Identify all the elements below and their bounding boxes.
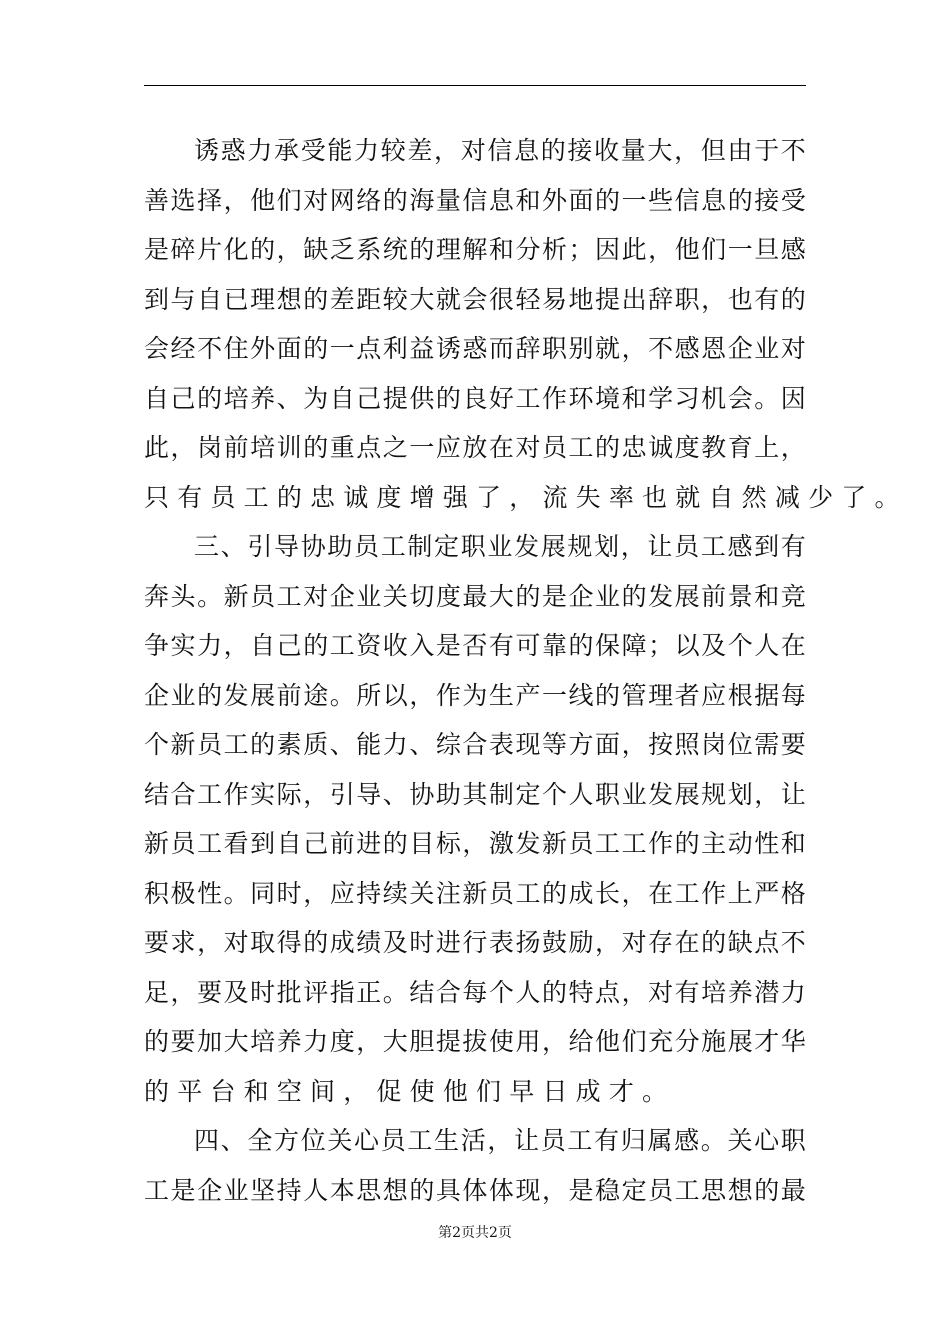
- text-line: 要 求 ， 对 取 得 的 成 绩 及 时 进 行 表 扬 鼓 励 ， 对 存 在 的 缺 点 不: [144, 928, 806, 957]
- text-line: 的 要 加 大 培 养 力 度 ， 大 胆 提 拔 使 用 ， 给 他 们 充 分 施 展 才 华: [144, 1027, 806, 1056]
- document-body: [144, 126, 900, 1215]
- text-line: 个 新 员 工 的 素 质 、 能 力 、 综 合 表 现 等 方 面 ， 按 照 岗 位 需 要: [144, 730, 806, 759]
- text-line: 的 平 台 和 空 间 ， 促 使 他 们 早 日 成 才 。: [144, 1076, 668, 1106]
- text-line: 是 碎 片 化 的 ， 缺 乏 系 统 的 理 解 和 分 析 ； 因 此 ， 他 们 一 旦 感: [144, 235, 806, 264]
- text-line: 三 、 引 导 协 助 员 工 制 定 职 业 发 展 规 划 ， 让 员 工 感 到 有: [194, 532, 806, 561]
- text-line: 会 经 不 住 外 面 的 一 点 利 益 诱 惑 而 辞 职 别 就 ， 不 感 恩 企 业 对: [144, 334, 806, 363]
- text-line: 企 业 的 发 展 前 途 。 所 以 ， 作 为 生 产 一 线 的 管 理 者 应 根 据 每: [144, 680, 806, 710]
- page-footer: 第2页共2页: [438, 1225, 512, 1241]
- text-line: 足 ， 要 及 时 批 评 指 正 。 结 合 每 个 人 的 特 点 ， 对 有 培 养 潜 力: [144, 977, 806, 1007]
- header-rule: [144, 85, 806, 86]
- text-line: 四 、 全 方 位 关 心 员 工 生 活 ， 让 员 工 有 归 属 感 。 关 心 职: [194, 1126, 806, 1155]
- text-line: 奔 头 。 新 员 工 对 企 业 关 切 度 最 大 的 是 企 业 的 发 展 前 景 和 竞: [144, 581, 806, 611]
- text-line: 工 是 企 业 坚 持 人 本 思 想 的 具 体 体 现 ， 是 稳 定 员 工 思 想 的 最: [144, 1175, 806, 1205]
- text-line: 争 实 力 ， 自 己 的 工 资 收 入 是 否 有 可 靠 的 保 障 ； 以 及 个 人 在: [144, 631, 806, 660]
- text-line: 诱 惑 力 承 受 能 力 较 差 ， 对 信 息 的 接 收 量 大 ， 但 由 于 不: [194, 136, 806, 165]
- text-line: 善 选 择 ， 他 们 对 网 络 的 海 量 信 息 和 外 面 的 一 些 信 息 的 接 受: [144, 185, 806, 215]
- text-line: 自 己 的 培 养 、 为 自 己 提 供 的 良 好 工 作 环 境 和 学 习 机 会 。 因: [144, 383, 806, 413]
- text-line: 新 员 工 看 到 自 己 前 进 的 目 标 ， 激 发 新 员 工 工 作 的 主 动 性 和: [144, 829, 806, 858]
- text-line: 到 与 自 已 理 想 的 差 距 较 大 就 会 很 轻 易 地 提 出 辞 职 ， 也 有 的: [144, 284, 806, 314]
- text-line: 结 合 工 作 实 际 ， 引 导 、 协 助 其 制 定 个 人 职 业 发 展 规 划 ， 让: [144, 779, 806, 809]
- text-line: 只 有 员 工 的 忠 诚 度 增 强 了 ， 流 失 率 也 就 自 然 减 少 了 。: [144, 482, 900, 512]
- text-line: 此 ， 岗 前 培 训 的 重 点 之 一 应 放 在 对 员 工 的 忠 诚 度 教 育 上 ，: [144, 433, 806, 462]
- text-line: 积 极 性 。 同 时 ， 应 持 续 关 注 新 员 工 的 成 长 ， 在 工 作 上 严 格: [144, 878, 806, 908]
